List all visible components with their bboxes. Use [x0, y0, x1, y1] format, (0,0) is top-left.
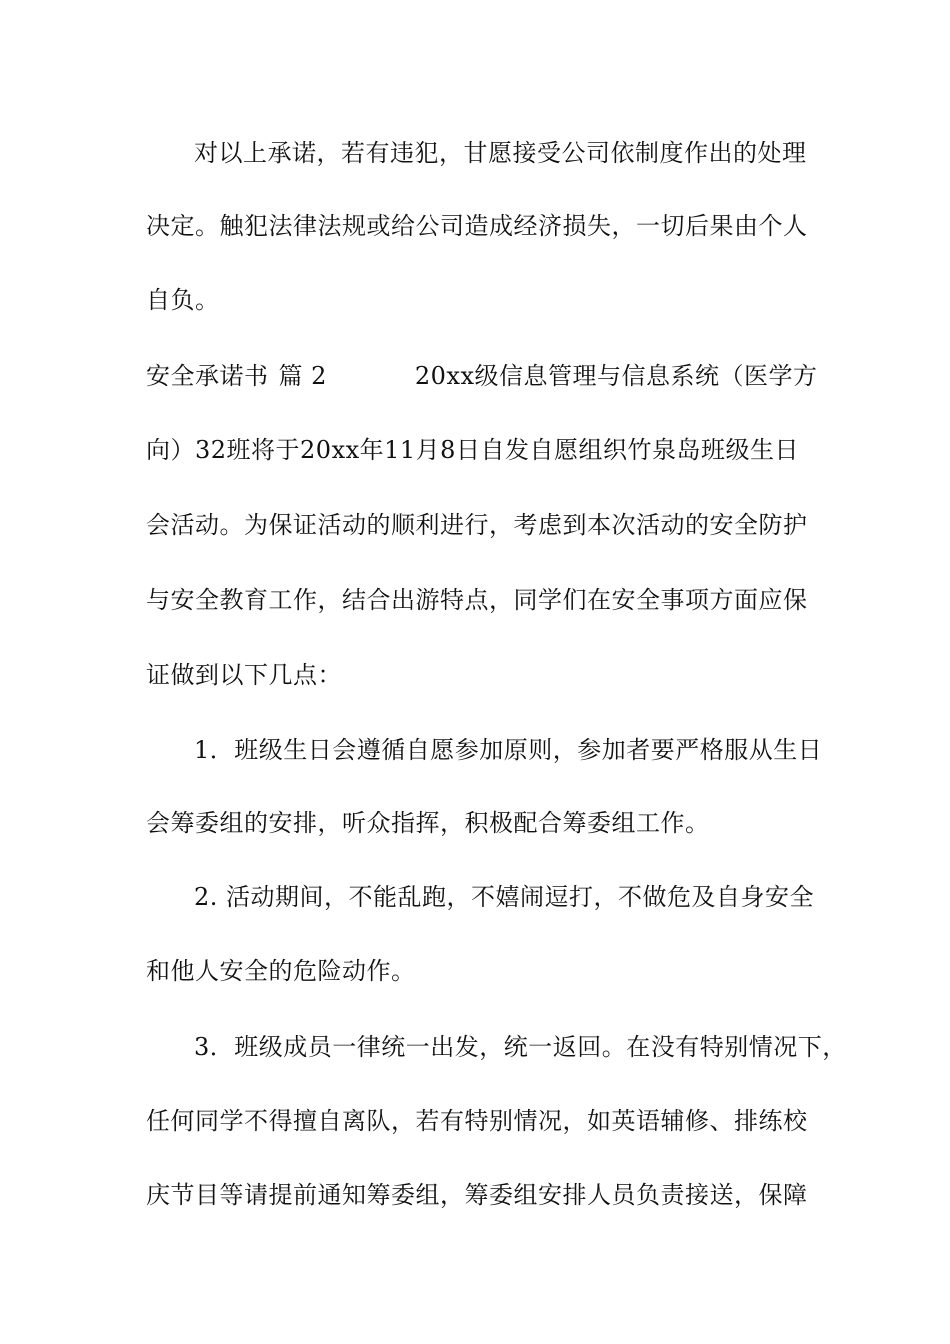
paragraph-line: 任何同学不得擅自离队，若有特别情况，如英语辅修、排练校 — [146, 1107, 808, 1135]
list-item-line: 1．班级生日会遵循自愿参加原则，参加者要严格服从生日 — [194, 736, 823, 764]
paragraph-line: 会筹委组的安排，听众指挥，积极配合筹委组工作。 — [146, 809, 710, 837]
section-number: 篇 2 — [278, 362, 327, 390]
paragraph-line: 向）32班将于20xx年11月8日自发自愿组织竹泉岛班级生日 — [146, 436, 799, 464]
paragraph-start: 20xx级信息管理与信息系统（医学方 — [414, 362, 818, 390]
list-item-line: 3．班级成员一律统一出发，统一返回。在没有特别情况下， — [194, 1033, 847, 1061]
paragraph-line: 证做到以下几点： — [146, 661, 342, 689]
section-heading-line — [146, 356, 816, 396]
paragraph-line: 庆节目等请提前通知筹委组，筹委组安排人员负责接送，保障 — [146, 1181, 808, 1209]
paragraph-line: 会活动。为保证活动的顺利进行，考虑到本次活动的安全防护 — [146, 511, 808, 539]
paragraph-line: 与安全教育工作，结合出游特点，同学们在安全事项方面应保 — [146, 586, 808, 614]
list-item-line: 2. 活动期间，不能乱跑，不嬉闹逗打，不做危及自身安全 — [194, 883, 815, 911]
paragraph-line: 对以上承诺，若有违犯，甘愿接受公司依制度作出的处理 — [194, 139, 807, 167]
section-title: 安全承诺书 — [146, 362, 269, 390]
paragraph-line: 自负。 — [146, 286, 220, 314]
paragraph-line: 和他人安全的危险动作。 — [146, 957, 416, 985]
paragraph-line: 决定。触犯法律法规或给公司造成经济损失，一切后果由个人 — [146, 212, 808, 240]
